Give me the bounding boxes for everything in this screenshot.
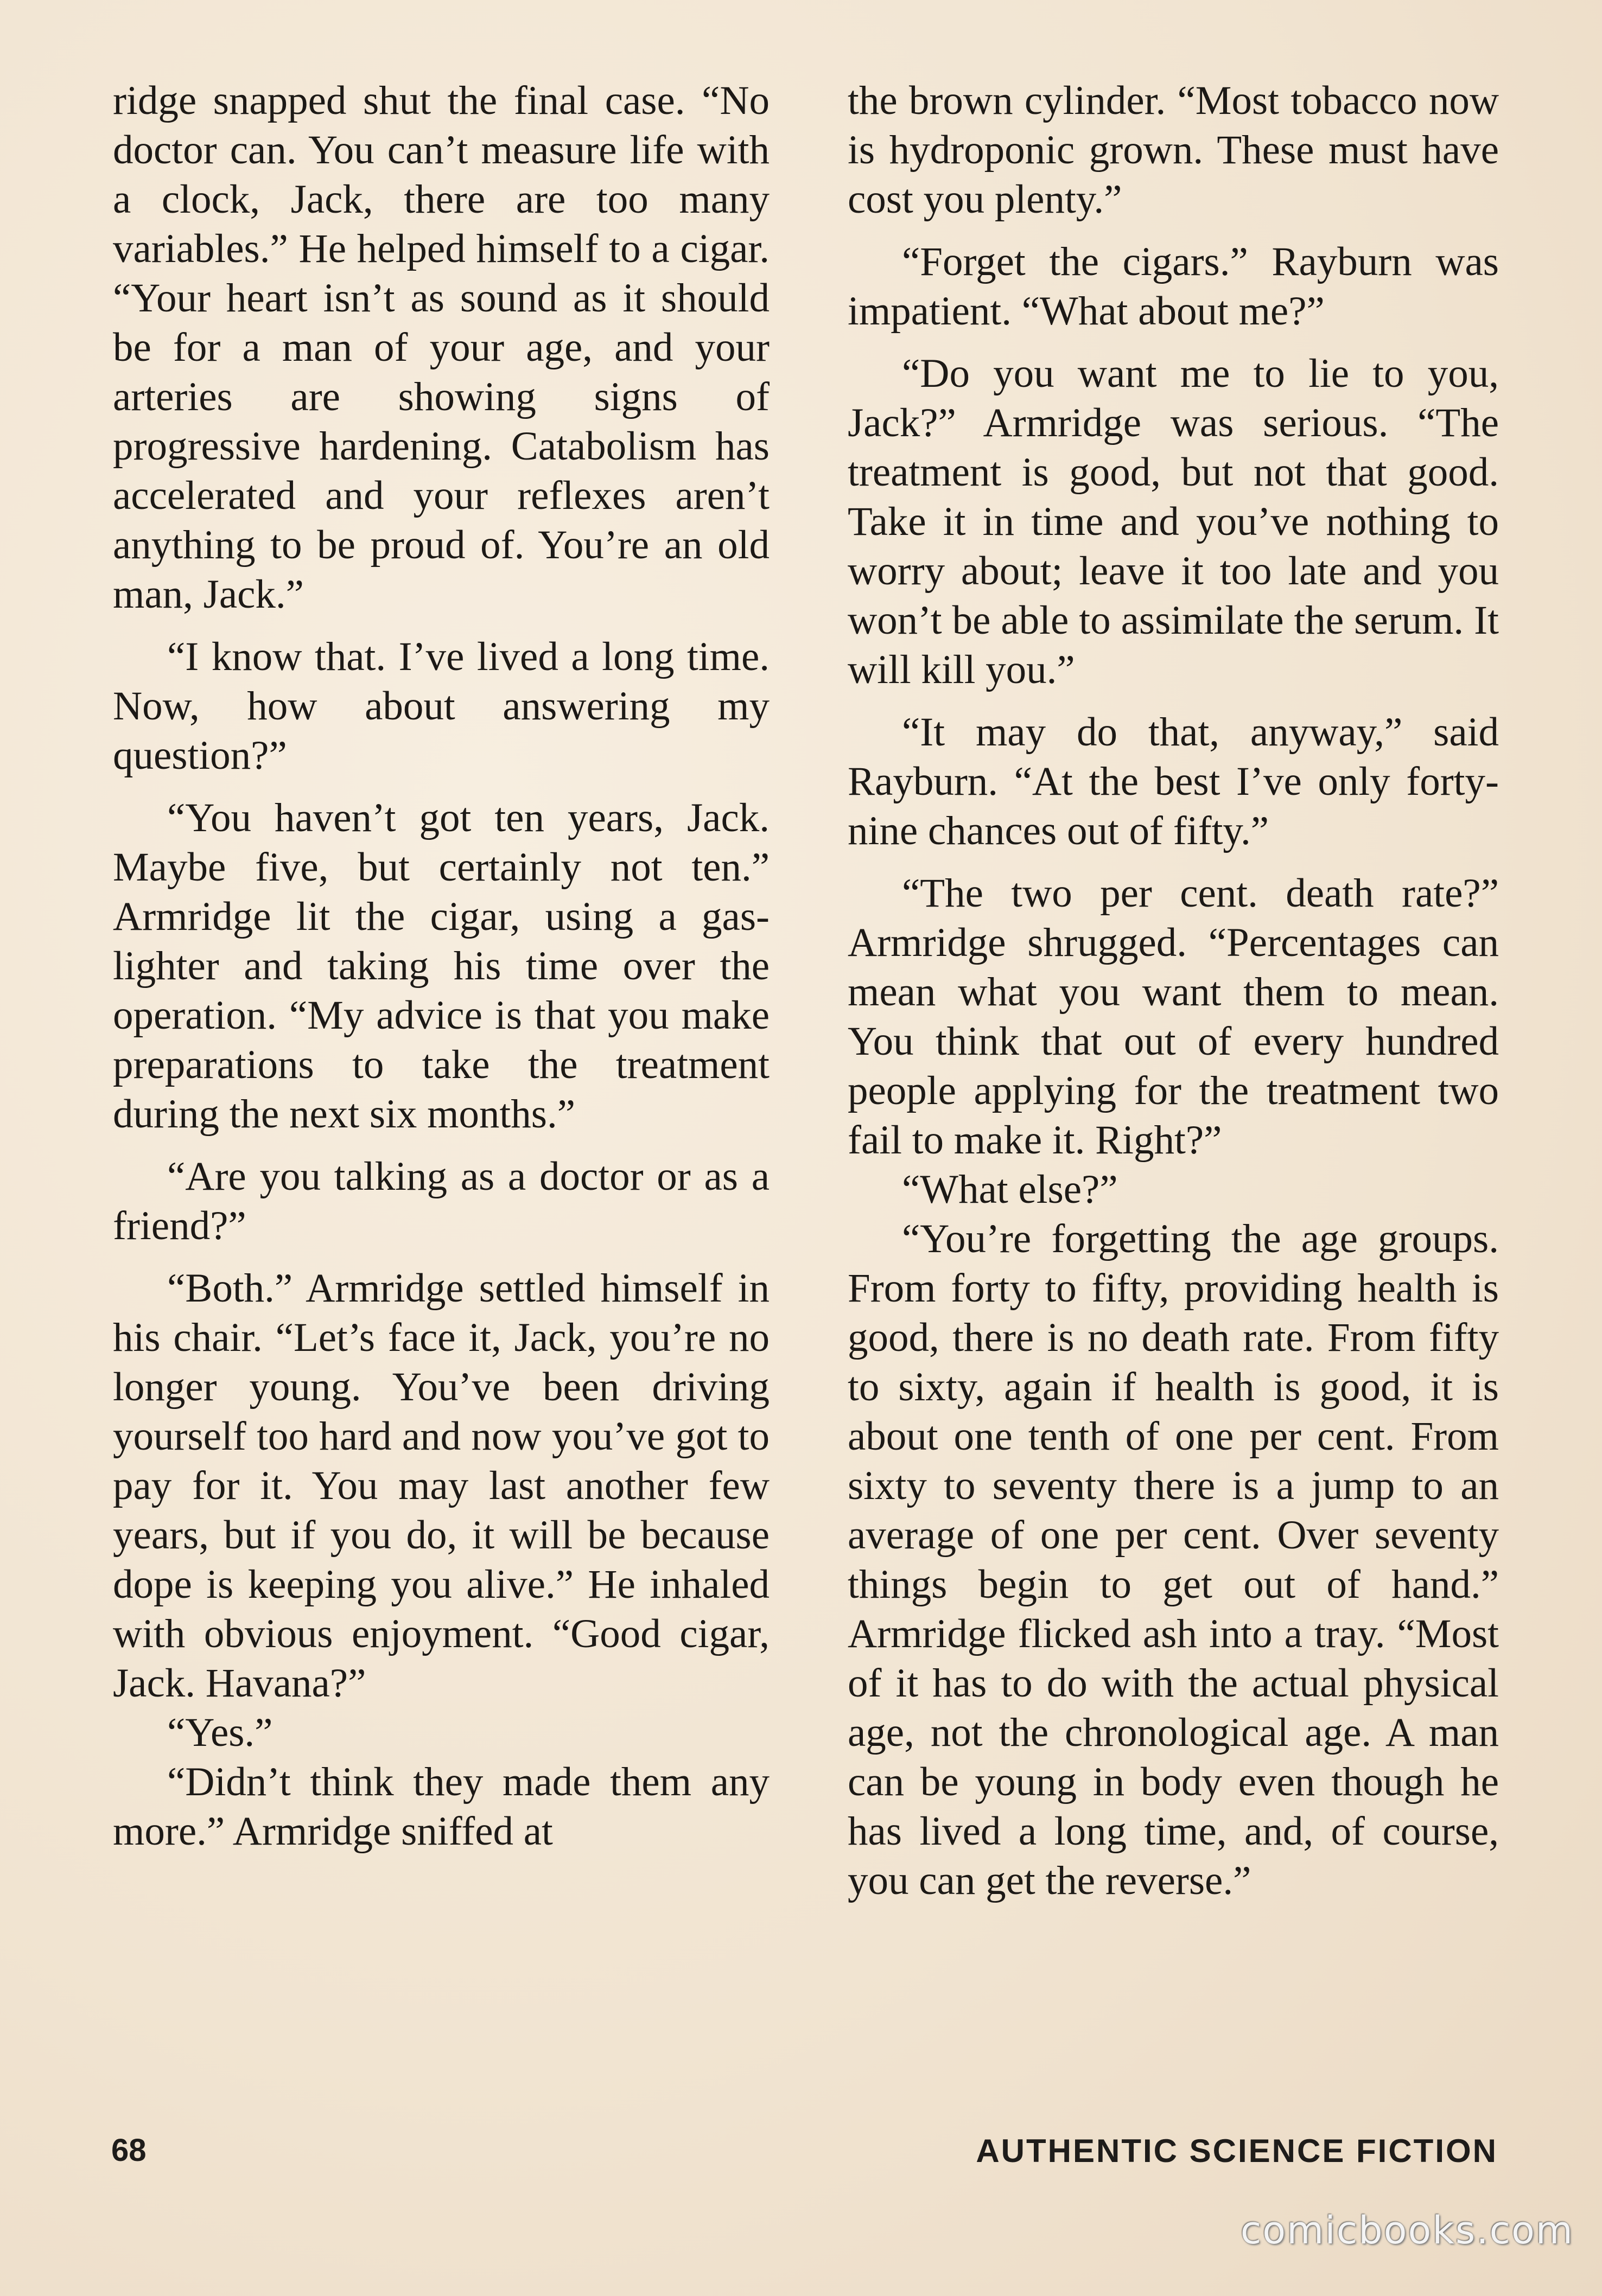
paragraph: ridge snapped shut the final case. “No doctor can. You can’t measure life with a clock, Jack, there are too many variables.” He helped himself to a cigar. “Your heart isn’t as sound as it should be for a man of your age, and your arteries are showing signs of progressive hardening. Catabolism has accelerated and your reflexes aren’t anything to be proud of. You’re an old man, Jack.” (113, 78, 770, 617)
paragraph: “Didn’t think they made them any more.” Armridge sniffed at (113, 1759, 770, 1854)
left-text-column (113, 76, 770, 1869)
paragraph: “It may do that, anyway,” said Rayburn. “At the best I’ve only forty-nine chances out of fifty.” (848, 710, 1499, 853)
page-number: 68 (111, 2133, 147, 2168)
paragraph: “You haven’t got ten years, Jack. Maybe five, but certainly not ten.” Armridge lit the cigar, using a gas-lighter and taking his time over the operation. “My advice is that you make preparations to take the treatment during the next six months.” (113, 795, 770, 1137)
paragraph: “You’re forgetting the age groups. From forty to fifty, providing health is good, there is no death rate. From fifty to sixty, again if health is good, it is about one tenth of one per cent. From sixty to seventy there is a jump to an average of one per cent. Over seventy things begin to get out of hand.” Armridge flicked ash into a tray. “Most of it has to do with the actual physical age, not the chronological age. A man can be young in body even though he has lived a long time, and, of course, you can get the reverse.” (848, 1216, 1499, 1903)
paragraph: “What else?” (902, 1167, 1118, 1212)
paragraph: the brown cylinder. “Most tobacco now is hydroponic grown. These must have cost you plenty.” (848, 78, 1499, 222)
paragraph: “Forget the cigars.” Rayburn was impatient. “What about me?” (848, 239, 1499, 334)
paragraph: “Do you want me to lie to you, Jack?” Armridge was serious. “The treatment is good, but not that good. Take it in time and you’ve nothing to worry about; leave it too late and you won’t be able to assimilate the serum. It will kill you.” (848, 351, 1499, 692)
paragraph: “The two per cent. death rate?” Armridge shrugged. “Percentages can mean what you want them to mean. You think that out of every hundred people applying for the treatment two fail to make it. Right?” (848, 871, 1499, 1163)
paragraph: “Are you talking as a doctor or as a friend?” (113, 1154, 770, 1248)
paragraph: “I know that. I’ve lived a long time. Now, how about answering my question?” (113, 634, 770, 778)
running-title: AUTHENTIC SCIENCE FICTION (976, 2133, 1498, 2169)
paragraph: “Yes.” (167, 1710, 273, 1755)
paragraph: “Both.” Armridge settled himself in his chair. “Let’s face it, Jack, you’re no longer young. You’ve been driving yourself too hard and now you’ve got to pay for it. You may last another few years, but if you do, it will be because dope is keeping you alive.” He inhaled with obvious enjoyment. “Good cigar, Jack. Havana?” (113, 1266, 770, 1706)
right-text-column (848, 76, 1499, 1918)
watermark: comicbooks.com (1240, 2208, 1574, 2253)
